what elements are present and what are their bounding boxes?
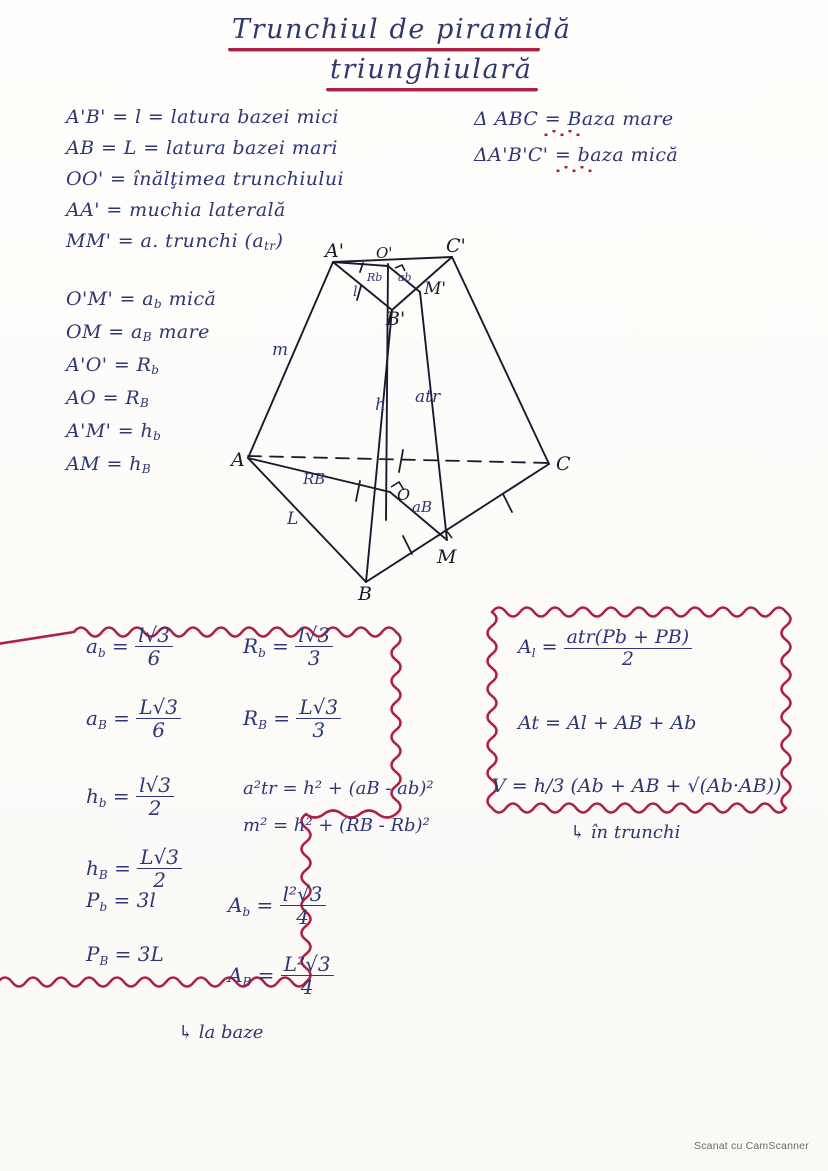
formula-symbol: A [518, 635, 532, 658]
definition-mid: L [123, 137, 137, 159]
fraction [296, 697, 341, 741]
fraction-numerator-radical: √3 [152, 695, 178, 719]
edge-label-a-B: aB [412, 498, 432, 516]
definition-subscript: b [153, 429, 162, 443]
definition-rhs: = R [113, 354, 152, 376]
formula-subscript: b [258, 646, 266, 660]
fraction-numerator: atr(Pb + PB) [564, 628, 693, 649]
edge-label-R-B: RB [303, 470, 326, 488]
vertex-label-M: M [437, 546, 457, 568]
formula-rhs: = 3L [114, 942, 164, 966]
fraction-denominator: 3 [312, 718, 326, 742]
formula-symbol: A [228, 963, 243, 987]
formula-box-left-areas [228, 884, 334, 998]
formula-rhs: = 3l [113, 888, 156, 912]
fraction-denominator: 3 [307, 646, 321, 670]
fraction-denominator: 6 [147, 646, 161, 670]
fraction-denominator: 6 [152, 718, 165, 742]
fraction-denominator: 4 [300, 975, 314, 999]
page-title-line2: triunghiulară [330, 54, 533, 85]
definition-rhs: = latura bazei mici [147, 106, 339, 128]
definition-lhs: ΔA'B'C' [474, 144, 549, 166]
definition-rhs: = h [106, 453, 142, 475]
fraction-numerator-var: L [140, 845, 154, 869]
fraction-numerator-radical: √3 [297, 882, 323, 906]
formula-symbol: P [86, 888, 100, 912]
fraction [137, 847, 182, 891]
vertex-label-C-prime: C' [446, 235, 466, 257]
fraction [564, 628, 693, 670]
edge-label-h: h [375, 395, 386, 415]
fraction [136, 697, 181, 741]
definition-rhs: = a [119, 288, 155, 310]
definition-lhs: OM [66, 321, 102, 343]
formula-box-left-col2 [243, 625, 341, 741]
relation-a-tr-squared: a²tr = h² + (aB - ab)² [243, 778, 434, 799]
definition-mid: l [134, 106, 142, 128]
formula-lateral-area: $A_l$ = $\frac{\text{atr(Pb + PB)}}{2}$ [518, 628, 692, 670]
formula-symbol: P [86, 942, 100, 966]
definition-subscript: b [154, 297, 163, 311]
definition-rhs: = R [102, 387, 141, 409]
formula-symbol: h [86, 856, 99, 880]
formula-subscript: b [97, 646, 106, 660]
fraction [280, 884, 326, 928]
formula-symbol: a [86, 634, 98, 658]
definition-lhs: A'M' [66, 420, 112, 442]
formula-total-area: At = Al + AB + Ab [518, 712, 697, 734]
edge-top-A-B [333, 262, 392, 310]
formula-box-left-col1 [86, 625, 182, 891]
fraction-denominator: 2 [621, 647, 634, 670]
definition-lhs: Δ ABC [474, 108, 539, 130]
fraction-numerator-var: l² [282, 882, 298, 906]
edge-lateral-C [452, 257, 549, 464]
fraction-denominator: 2 [153, 868, 166, 892]
formula-subscript: B [97, 718, 107, 732]
fraction-denominator: 4 [296, 905, 309, 929]
vertex-label-O: O [397, 485, 411, 504]
definition-rhs: = Baza mare [544, 108, 674, 130]
formula-P-b [86, 888, 164, 914]
definition-rhs: = înălţimea trunchiului [110, 168, 345, 190]
fraction-numerator-var: L [139, 695, 153, 719]
formula-P-B [86, 942, 164, 968]
definition-lhs: OO' [66, 168, 104, 190]
vertex-label-B: B [358, 583, 372, 605]
definition-lhs: MM' [66, 230, 112, 252]
edge-label-m: m [272, 340, 289, 360]
edge-lateral-A [248, 262, 333, 458]
fraction-denominator: 2 [148, 796, 162, 820]
formula-R-b: $R_b$ = $\frac{l√3}{3}$ [243, 625, 341, 669]
fraction-numerator-var: L² [283, 952, 306, 976]
edge-label-L: L [287, 509, 299, 529]
vertex-label-O-prime: O' [376, 244, 393, 262]
formula-symbol: R [243, 706, 259, 730]
segment-height-OO [386, 264, 388, 520]
formula-box-left-perimeters [86, 888, 164, 968]
formula-subscript: l [531, 645, 536, 660]
definition-tail: mică [162, 288, 217, 310]
formula-h-b: $h_b$ = $\frac{l√3}{2}$ [86, 775, 182, 819]
definition-eq: = [112, 106, 129, 128]
tick-mark [399, 450, 403, 472]
formula-h-B: $h_B$ = $\frac{L√3}{2}$ [86, 847, 182, 891]
definition-lhs: AB [66, 137, 95, 159]
definition-lhs: AA' [66, 199, 100, 221]
formula-subscript: B [258, 718, 267, 732]
camscanner-watermark: Scanat cu CamScanner [694, 1140, 809, 1152]
fraction-numerator-radical: √3 [144, 623, 170, 647]
definition-lhs: AO [66, 387, 97, 409]
definition-eq: = [100, 137, 118, 159]
definition-rhs: = a. trunchi (a [117, 230, 265, 252]
formula-A-b: $A_b$ = $\frac{\text{l²√3}}{4}$ [228, 884, 334, 928]
fraction-numerator-var: l [139, 773, 146, 797]
definition-tail: ) [275, 230, 284, 252]
right-angle-mark-M [438, 530, 452, 538]
fraction-numerator-radical: √3 [145, 773, 171, 797]
definition-subscript: B [140, 396, 150, 410]
segment-small-radius [333, 262, 388, 266]
formula-symbol: h [86, 784, 99, 808]
formula-a-B: $a_B$ = $\frac{L√3}{6}$ [86, 697, 182, 741]
definition-rhs: = a [108, 321, 143, 343]
tick-mark [403, 536, 412, 554]
caption-in-trunchi: ↳ în trunchi [570, 822, 681, 843]
definition-lhs: O'M' [66, 288, 114, 310]
fraction [135, 625, 173, 669]
edge-top-A-C [333, 257, 452, 262]
formula-subscript: b [242, 905, 251, 919]
edge-base-B-C [366, 464, 549, 582]
formula-subscript: B [99, 954, 109, 968]
fraction-numerator-var: L [299, 695, 313, 719]
definition-lhs: A'O' [66, 354, 108, 376]
relation-m-squared: m² = h² + (RB - Rb)² [243, 815, 430, 836]
fraction-numerator-radical: √3 [312, 695, 339, 719]
definition-subscript: tr [264, 239, 276, 253]
edge-label-l: l [353, 284, 358, 300]
formula-a-b: $a_b$ = $\frac{l√3}{6}$ [86, 625, 182, 669]
edge-label-R-b: Rb [367, 271, 383, 284]
tick-mark [357, 286, 361, 300]
vertex-label-A: A [231, 449, 245, 471]
formula-symbol: A [228, 893, 243, 917]
definition-lhs: A'B' [66, 106, 106, 128]
formula-subscript: b [99, 900, 108, 914]
fraction [136, 775, 174, 819]
fraction-numerator-var: l [138, 623, 145, 647]
vertex-label-C: C [556, 453, 571, 475]
caption-la-baze: ↳ la baze [178, 1022, 264, 1043]
edge-label-a-tr: atr [415, 387, 441, 407]
edge-label-a-b: ab [398, 271, 412, 284]
formula-volume: V = h/3 (Ab + AB + √(Ab·AB)) [492, 775, 782, 797]
fraction-numerator-radical: √3 [304, 623, 331, 647]
formula-subscript: B [242, 975, 252, 989]
tick-mark [503, 494, 512, 512]
fraction-numerator-var: l [298, 623, 305, 647]
formula-A-B: $A_B$ = $\frac{\text{L²√3}}{4}$ [228, 954, 334, 998]
fraction [281, 954, 334, 998]
formula-subscript: b [98, 796, 107, 810]
definition-tail: mare [152, 321, 210, 343]
definition-rhs: = muchia laterală [106, 199, 286, 221]
definition-subscript: B [142, 330, 153, 344]
page-title-line1: Trunchiul de piramidă [232, 14, 572, 45]
fraction [295, 625, 333, 669]
formula-symbol: a [86, 706, 98, 730]
definition-rhs: = baza mică [554, 144, 679, 166]
definition-lhs: AM [66, 453, 100, 475]
vertex-label-M-prime: M' [424, 279, 447, 299]
fraction-numerator-radical: √3 [305, 952, 331, 976]
definition-rhs: = h [117, 420, 154, 442]
edge-hidden-A-C-dashed [248, 456, 549, 463]
formula-symbol: R [243, 634, 259, 658]
formula-subscript: B [98, 868, 108, 882]
vertex-label-B-prime: B' [386, 308, 406, 330]
vertex-label-A-prime: A' [325, 240, 344, 262]
definition-rhs: = latura bazei mari [143, 137, 338, 159]
fraction-numerator-radical: √3 [153, 845, 179, 869]
definition-subscript: B [141, 462, 152, 476]
formula-R-B: $R_B$ = $\frac{L√3}{3}$ [243, 697, 341, 741]
definition-subscript: b [151, 363, 160, 377]
